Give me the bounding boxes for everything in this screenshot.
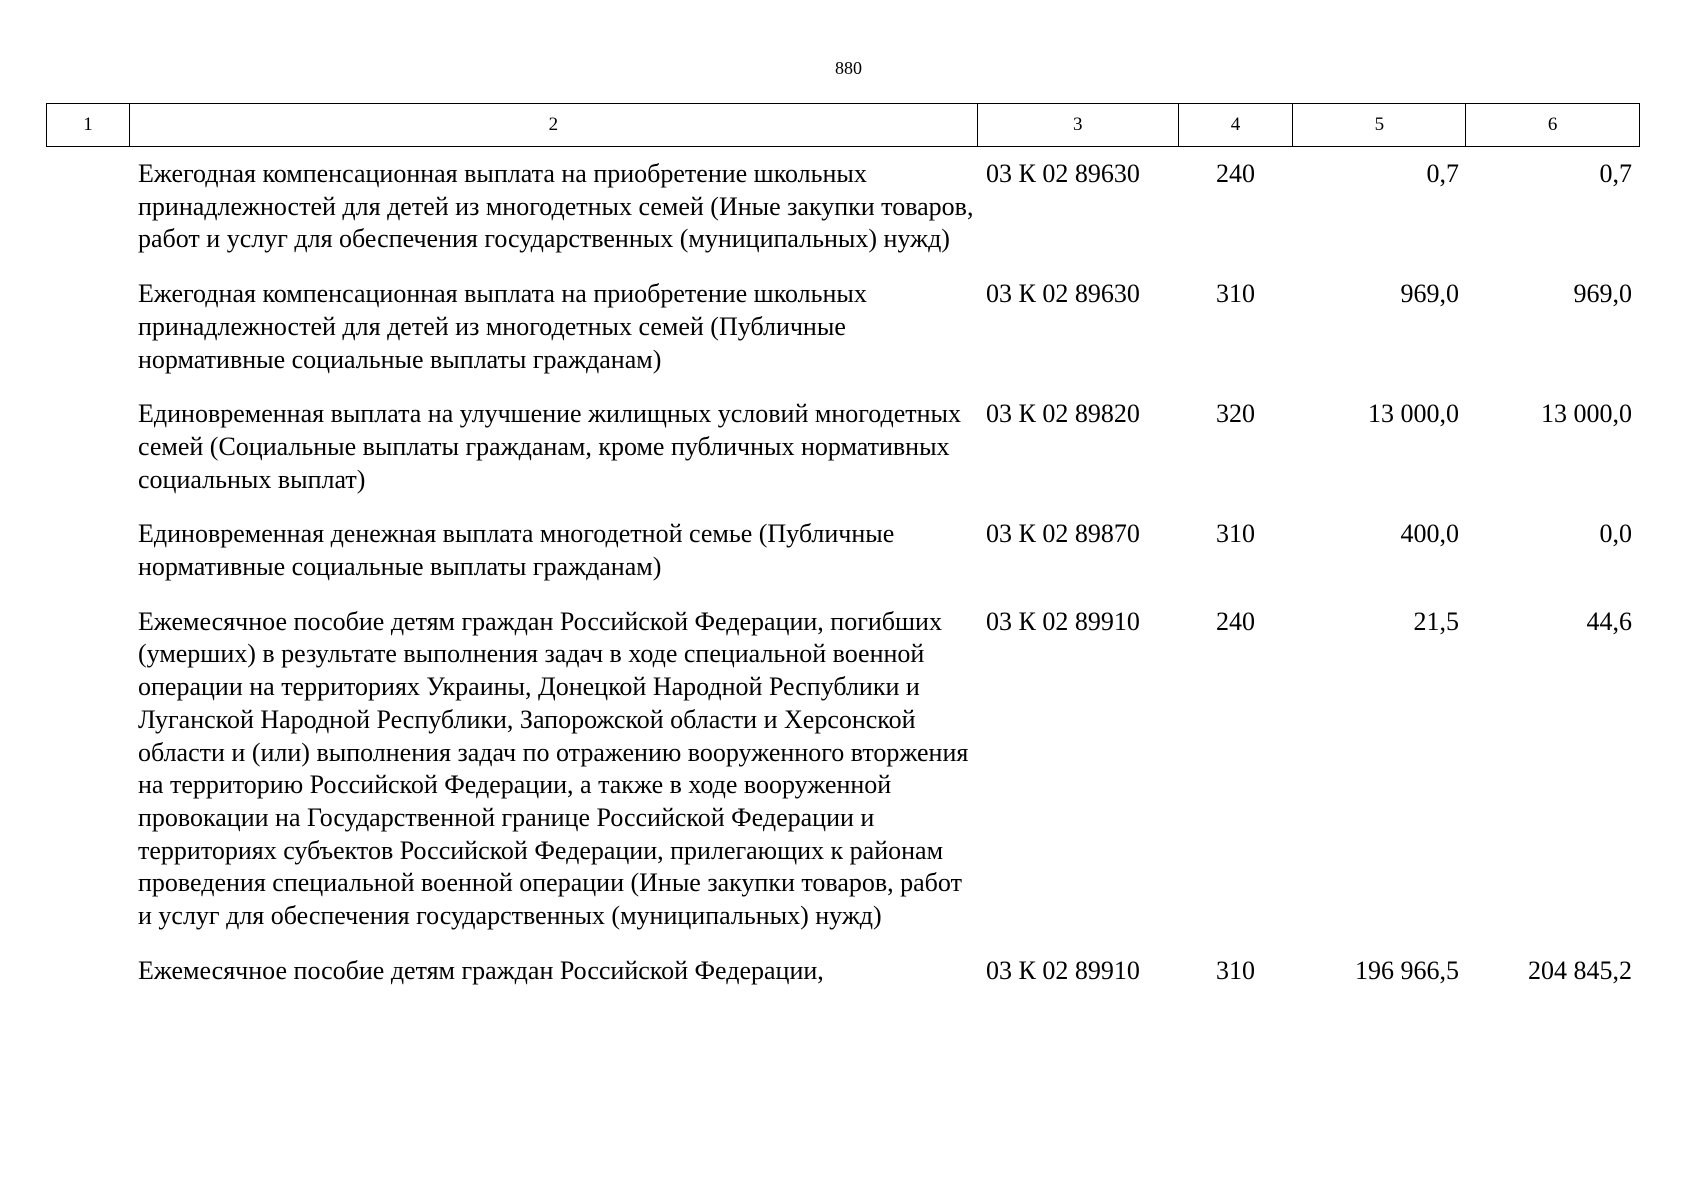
table-row <box>46 955 1640 988</box>
row-value-1: 0,7 <box>1426 159 1459 188</box>
row-name: Ежегодная компенсационная выплата на приобретение школьных принадлежностей для детей из многодетных семей (Иные закупки товаров, работ и услуг для обеспечения государственных (муниципальных) нужд) <box>138 159 974 254</box>
header-col-6: 6 <box>1547 114 1558 135</box>
row-value-2: 13 000,0 <box>1541 399 1632 429</box>
header-col-5: 5 <box>1293 104 1466 146</box>
row-value-1: 13 000,0 <box>1368 399 1459 429</box>
row-name: Единовременная выплата на улучшение жилищных условий многодетных семей (Социальные выплаты гражданам, кроме публичных нормативных социальных выплат) <box>138 399 962 494</box>
row-code: 03 К 02 89820 <box>986 399 1140 429</box>
row-value-2: 0,7 <box>1599 159 1632 188</box>
row-type: 240 <box>1216 606 1255 636</box>
row-value-2: 204 845,2 <box>1528 955 1632 985</box>
table-row <box>46 606 1640 933</box>
header-col-2: 2 <box>130 104 978 146</box>
table-row <box>46 398 1640 496</box>
row-name: Ежемесячное пособие детям граждан Российской Федерации, <box>138 955 824 985</box>
row-code: 03 К 02 89910 <box>986 606 1140 636</box>
row-code: 03 К 02 89910 <box>986 955 1140 985</box>
row-type: 310 <box>1216 279 1255 309</box>
table-row <box>46 158 1640 256</box>
row-name: Единовременная денежная выплата многодетной семье (Публичные нормативные социальные выплаты гражданам) <box>138 519 895 582</box>
page-number: 880 <box>835 58 862 78</box>
row-name: Ежегодная компенсационная выплата на приобретение школьных принадлежностей для детей из многодетных семей (Публичные нормативные социальные выплаты гражданам) <box>138 279 867 374</box>
row-value-1: 400,0 <box>1400 519 1459 549</box>
header-col-3: 3 <box>978 104 1179 146</box>
table-header <box>46 103 1640 147</box>
row-value-1: 21,5 <box>1413 606 1459 636</box>
header-col-4: 4 <box>1179 104 1294 146</box>
row-code: 03 К 02 89630 <box>986 279 1140 309</box>
table-body <box>46 158 1640 1009</box>
row-value-1: 969,0 <box>1400 279 1459 309</box>
row-value-1: 196 966,5 <box>1355 955 1459 985</box>
row-type: 240 <box>1216 159 1255 188</box>
row-code: 03 К 02 89870 <box>986 519 1140 549</box>
row-value-2: 44,6 <box>1586 606 1632 636</box>
row-name: Ежемесячное пособие детям граждан Российской Федерации, погибших (умерших) в результате выполнения задач в ходе специальной военной операции на территориях Украины, Донецкой Народной Республики и Луганской Народной Республики, Запорожской области и Херсонской области и (или) выполнения задач по отражению вооруженного вторжения на территорию Российской Федерации, а также в ходе вооруженной провокации на Государственной границе Российской Федерации и территориях субъектов Российской Федерации, прилегающих к районам проведения специальной военной операции (Иные закупки товаров, работ и услуг для обеспечения государственных (муниципальных) нужд) <box>138 606 969 931</box>
row-type: 310 <box>1216 519 1255 549</box>
row-value-2: 0,0 <box>1599 519 1632 549</box>
row-type: 310 <box>1216 955 1255 985</box>
table-row <box>46 518 1640 583</box>
row-type: 320 <box>1216 399 1255 429</box>
header-col-1: 1 <box>47 104 130 146</box>
row-value-2: 969,0 <box>1573 279 1632 309</box>
table-row <box>46 278 1640 376</box>
row-code: 03 К 02 89630 <box>986 159 1140 188</box>
